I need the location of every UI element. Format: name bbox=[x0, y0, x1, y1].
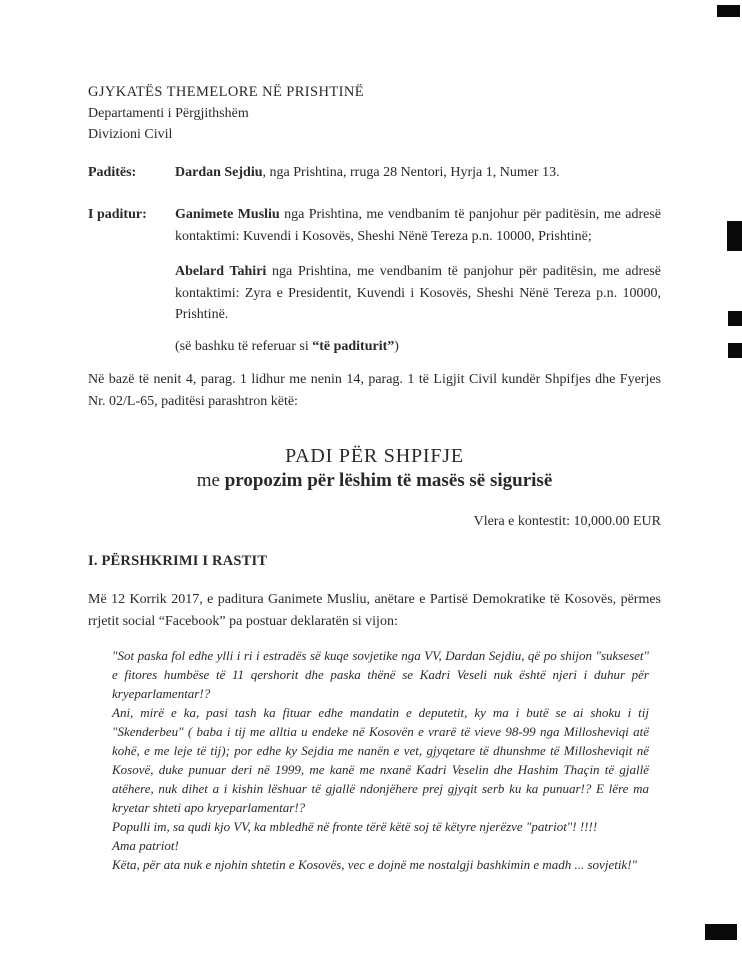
redaction-box-right-1 bbox=[727, 221, 742, 251]
case-subtitle-bold: propozim për lëshim të masës së sigurisë bbox=[224, 470, 553, 491]
defendants-row bbox=[88, 204, 661, 326]
intro-paragraph bbox=[88, 589, 661, 632]
defendant1-details: nga Prishtina, me vendbanim të panjohur për paditësin, me adresë kontaktimi: Kuvendi i Kosovës, Sheshi Nënë Tereza p.n. 10000, Prishtinë; bbox=[175, 207, 661, 244]
facebook-quote bbox=[112, 646, 649, 874]
joint-reference bbox=[175, 336, 661, 358]
plaintiff-paragraph bbox=[175, 162, 661, 184]
quote-paragraph: Këta, për ata nuk e njohin shtetin e Kosovës, vec e dojnë me nostalgji bashkimin e madh ... sovjetik!" bbox=[112, 857, 637, 872]
joint-reference-prefix: (së bashku të referuar si bbox=[175, 339, 313, 354]
redaction-box-bottom-right bbox=[705, 924, 737, 940]
court-header bbox=[88, 82, 661, 145]
quote-paragraph: Ama patriot! bbox=[112, 838, 179, 853]
plaintiff-label: Paditës: bbox=[88, 165, 137, 180]
defendant-label: I paditur: bbox=[88, 207, 147, 222]
court-name: GJYKATËS THEMELORE NË PRISHTINË bbox=[88, 84, 364, 100]
redaction-box-right-3 bbox=[728, 343, 742, 358]
division-line: Divizioni Civil bbox=[88, 127, 173, 142]
case-title: PADI PËR SHPIFJE bbox=[285, 445, 464, 467]
quote-paragraph: Ani, mirë e ka, pasi tash ka fituar edhe mandatin e deputetit, ky ma i butë se ai shoku i tij "Skenderbeu" ( baba i tij me alltia u endeke në Kosovën e vrarë të vieve 98-99 nga Millosheviqi atë kohë, e me leje të tij); por edhe ky Sejdia me nanën e vet, gjyqetare të dhunshme të Millosheviqit në Kosovë, duke punuar deri në 1999, me kanë me nxanë Kadri Veselin dhe Hashim Thaçin të gjallë atëhere, nuk dihet a i kishin lëshuar të gjallë ndonjëhere prej gjyqit serb ku ka punuar!? E lëre ma kryetar shteti apo kryeparlamentar!? bbox=[112, 705, 649, 815]
legal-basis-text: Në bazë të nenit 4, parag. 1 lidhur me nenin 14, parag. 1 të Ligjit Civil kundër Shpifjes dhe Fyerjes Nr. 02/L-65, paditësi parashtron këtë: bbox=[88, 372, 661, 409]
quote-paragraph: Populli im, sa qudi kjo VV, ka mbledhë në fronte tërë këtë soj të këtyre njerëzve "patriot"! !!!! bbox=[112, 819, 598, 834]
defendant-entries bbox=[175, 204, 661, 326]
defendant2-details: nga Prishtina, me vendbanim të panjohur për paditësin, me adresë kontaktimi: Zyra e Presidentit, Kuvendi i Kosovës, Sheshi Nënë Tereza p.n. 10000, Prishtinë. bbox=[175, 264, 661, 322]
redaction-box-right-2 bbox=[728, 311, 742, 326]
defendant1-name: Ganimete Musliu bbox=[175, 207, 280, 222]
redaction-box-top-right bbox=[717, 5, 740, 17]
joint-reference-suffix: ) bbox=[394, 339, 399, 354]
defendant2-name: Abelard Tahiri bbox=[175, 264, 267, 279]
dispute-value: Vlera e kontestit: 10,000.00 EUR bbox=[473, 514, 661, 529]
section-heading: I. PËRSHKRIMI I RASTIT bbox=[88, 553, 268, 569]
joint-reference-term: “të paditurit” bbox=[312, 339, 395, 354]
plaintiff-details: , nga Prishtina, rruga 28 Nentori, Hyrja 1, Numer 13. bbox=[262, 165, 560, 180]
quote-paragraph: "Sot paska fol edhe ylli i ri i estradës së kuqe sovjetike nga VV, Dardan Sejdiu, që po shijon "sukseset" e fitores humbëse të 11 qershorit dhe paska thënë se Kadri Veseli nuk është njeri i duhur për kryeparlamentar!? bbox=[112, 648, 649, 701]
plaintiff-entry bbox=[175, 162, 661, 184]
department-line: Departamenti i Përgjithshëm bbox=[88, 106, 249, 121]
plaintiff-row bbox=[88, 162, 661, 184]
plaintiff-name: Dardan Sejdiu bbox=[175, 165, 263, 180]
case-subtitle bbox=[88, 469, 661, 493]
defendant-entry-1 bbox=[175, 204, 661, 247]
intro-text: Më 12 Korrik 2017, e paditura Ganimete Musliu, anëtare e Partisë Demokratike të Kosovës, përmes rrjetit social “Facebook” pa postuar deklaratën si vijon: bbox=[88, 592, 661, 629]
case-subtitle-prefix: me bbox=[196, 470, 225, 491]
legal-basis-paragraph bbox=[88, 369, 661, 412]
defendant-entry-2 bbox=[175, 261, 661, 326]
